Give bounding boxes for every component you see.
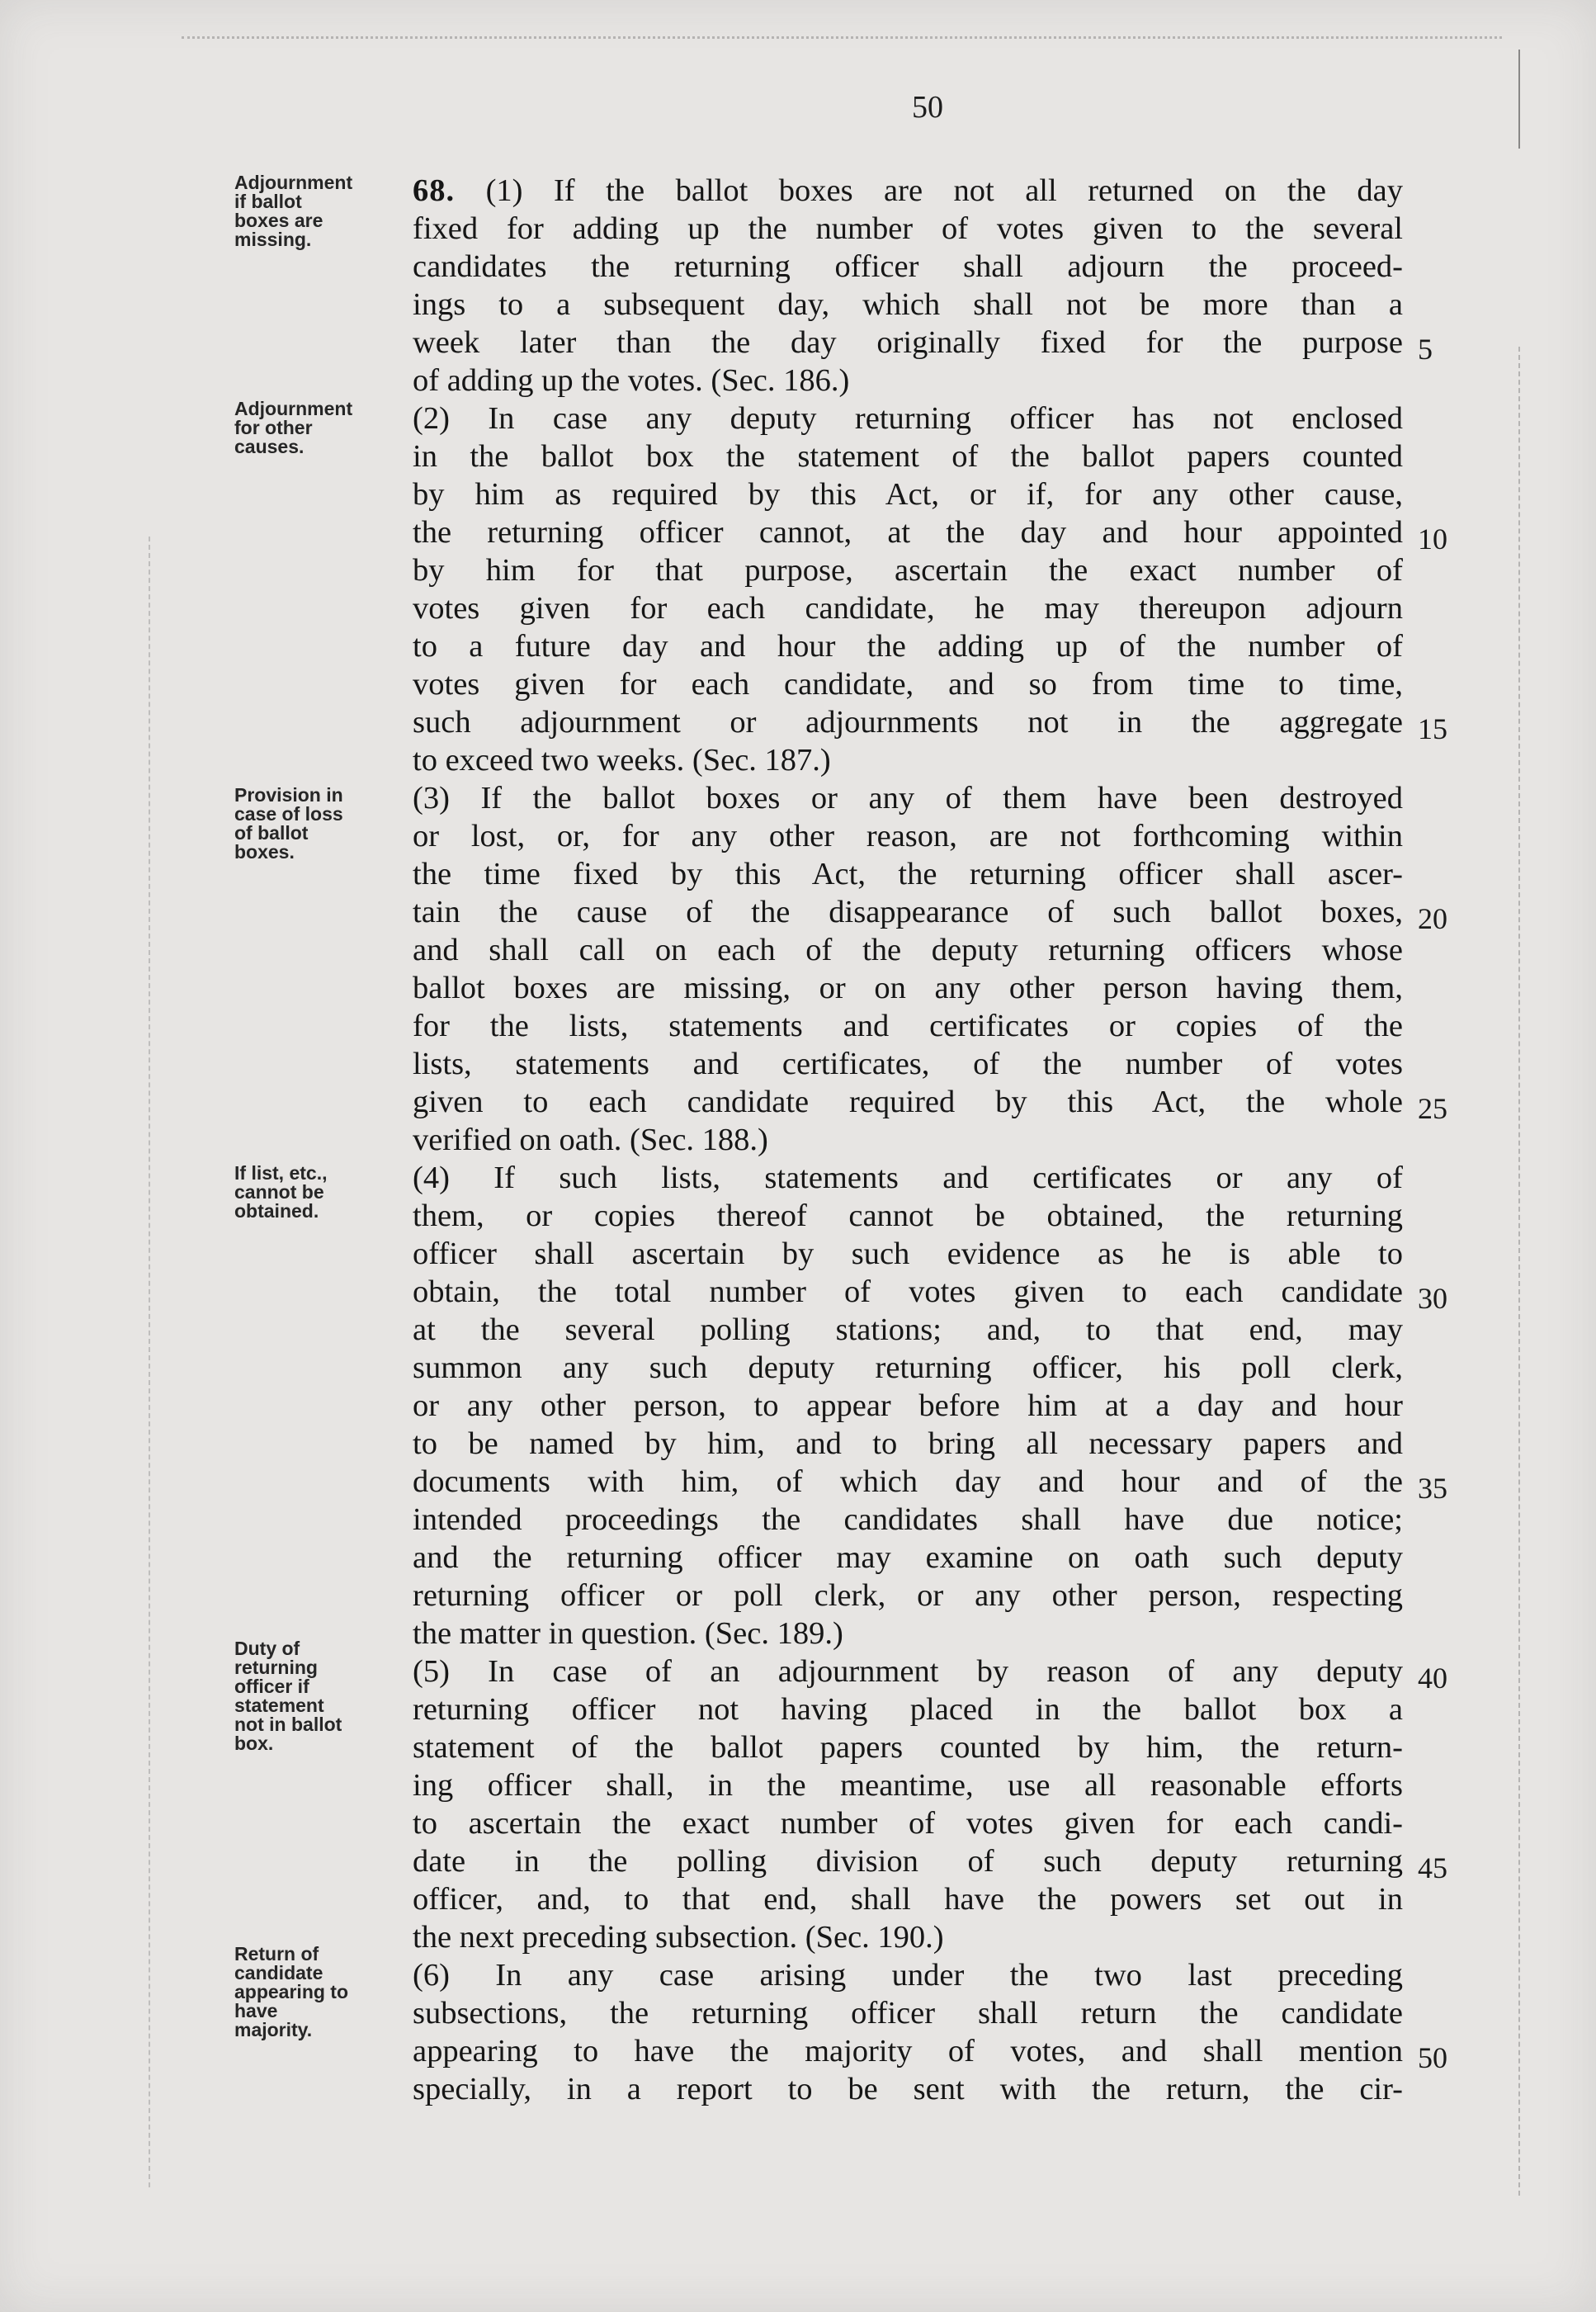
text-line [413, 1083, 1403, 1121]
text-line [413, 324, 1403, 362]
text-line [413, 1463, 1403, 1501]
text-line [413, 1425, 1403, 1463]
text-line [413, 1690, 1403, 1728]
text-line-segment: of adding up the votes. (Sec. 186.) [413, 363, 850, 398]
text-line-segment: (6) In any case arising under the two last preceding [413, 1958, 1403, 1993]
text-line-segment: in the ballot box the statement of the ballot papers counted [413, 439, 1403, 474]
text-line-segment: specially, in a report to be sent with the return, the cir- [413, 2072, 1403, 2106]
text-line-segment: given to each candidate required by this Act, the whole [413, 1085, 1403, 1119]
scan-top-edge [182, 36, 1502, 39]
line-number: 45 [1418, 1851, 1447, 1884]
text-line-segment: to a future day and hour the adding up of the number of [413, 629, 1403, 664]
text-line [413, 855, 1403, 893]
text-line-segment: the next preceding subsection. (Sec. 190.) [413, 1920, 944, 1955]
text-line-segment: by him for that purpose, ascertain the exact number of [413, 553, 1403, 588]
text-line-segment: statement of the ballot papers counted by him, the return- [413, 1730, 1403, 1765]
text-line-segment: ings to a subsequent day, which shall not be more than a [413, 287, 1403, 322]
text-line-segment: such adjournment or adjournments not in the aggregate [413, 705, 1403, 740]
text-line-segment: votes given for each candidate, he may thereupon adjourn [413, 591, 1403, 626]
text-line [413, 741, 1403, 779]
text-line [413, 931, 1403, 969]
text-line [413, 1918, 1403, 1956]
text-line-segment: at the several polling stations; and, to that end, may [413, 1312, 1403, 1347]
margin-note-adjournment-missing: Adjournment if ballot boxes are missing. [234, 172, 353, 250]
margin-note-adjournment-other-causes: Adjournment for other causes. [234, 398, 353, 457]
text-line [413, 817, 1403, 855]
margin-note-provision-loss: Provision in case of loss of ballot boxes. [234, 784, 343, 863]
text-line [413, 1235, 1403, 1273]
margin-note-duty-returning-officer: Duty of returning officer if statement not in ballot box. [234, 1638, 342, 1754]
scan-binding-mark [1518, 50, 1520, 149]
text-line-segment: to ascertain the exact number of votes given for each candi- [413, 1806, 1403, 1841]
text-line-segment: verified on oath. (Sec. 188.) [413, 1123, 768, 1157]
text-line [413, 437, 1403, 475]
text-line-segment: ing officer shall, in the meantime, use all reasonable efforts [413, 1768, 1403, 1803]
text-line-segment: by him as required by this Act, or if, for any other cause, [413, 477, 1403, 512]
text-line [413, 1880, 1403, 1918]
text-line [413, 286, 1403, 324]
line-number: 50 [1418, 2041, 1447, 2074]
text-line [413, 1045, 1403, 1083]
text-line [413, 475, 1403, 513]
line-number: 35 [1418, 1472, 1447, 1505]
text-line [413, 1539, 1403, 1577]
text-line [413, 1804, 1403, 1842]
line-number: 40 [1418, 1662, 1447, 1695]
text-line-segment: intended proceedings the candidates shall have due notice; [413, 1502, 1403, 1537]
text-line-segment: (5) In case of an adjournment by reason of any deputy [413, 1654, 1403, 1689]
text-line-segment: appearing to have the majority of votes, and shall mention [413, 2034, 1403, 2069]
text-line-segment: (2) In case any deputy returning officer has not enclosed [413, 401, 1403, 436]
text-line-segment: or any other person, to appear before him at a day and hour [413, 1388, 1403, 1423]
section-body [413, 172, 1403, 2108]
text-line [413, 969, 1403, 1007]
text-line [413, 589, 1403, 627]
text-line [413, 893, 1403, 931]
text-line [413, 665, 1403, 703]
text-line [413, 1387, 1403, 1425]
text-line [413, 1577, 1403, 1615]
text-line-segment: candidates the returning officer shall adjourn the proceed- [413, 249, 1403, 284]
text-line-segment: (1) If the ballot boxes are not all returned on the day [455, 173, 1403, 208]
line-number: 30 [1418, 1282, 1447, 1315]
page-number: 50 [912, 90, 943, 125]
text-line-segment: the time fixed by this Act, the returning officer shall ascer- [413, 857, 1403, 891]
text-line [413, 1349, 1403, 1387]
section-number: 68. [413, 173, 456, 208]
text-line [413, 1197, 1403, 1235]
text-line-segment: (4) If such lists, statements and certificates or any of [413, 1161, 1403, 1195]
text-line-segment: them, or copies thereof cannot be obtained, the returning [413, 1199, 1403, 1233]
text-line [413, 627, 1403, 665]
margin-note-return-of-candidate: Return of candidate appearing to have majority. [234, 1943, 349, 2040]
line-number: 20 [1418, 902, 1447, 935]
text-line-segment: the returning officer cannot, at the day and hour appointed [413, 515, 1403, 550]
text-line-segment: summon any such deputy returning officer, his poll clerk, [413, 1350, 1403, 1385]
text-line [413, 1501, 1403, 1539]
text-line [413, 1121, 1403, 1159]
line-number: 10 [1418, 522, 1447, 556]
text-line [413, 1311, 1403, 1349]
text-line [413, 248, 1403, 286]
text-line-segment: to be named by him, and to bring all necessary papers and [413, 1426, 1403, 1461]
margin-note-list-not-obtained: If list, etc., cannot be obtained. [234, 1162, 328, 1222]
text-line [413, 1766, 1403, 1804]
text-line-segment: returning officer or poll clerk, or any other person, respecting [413, 1578, 1403, 1613]
text-line [413, 1007, 1403, 1045]
text-line-segment: votes given for each candidate, and so from time to time, [413, 667, 1403, 702]
scan-right-edge [1518, 347, 1520, 2196]
text-line-segment: to exceed two weeks. (Sec. 187.) [413, 743, 831, 778]
text-line [413, 513, 1403, 551]
text-line [413, 210, 1403, 248]
text-line [413, 1652, 1403, 1690]
text-line-segment: the matter in question. (Sec. 189.) [413, 1616, 843, 1651]
text-line [413, 1159, 1403, 1197]
text-line-segment: lists, statements and certificates, of the number of votes [413, 1047, 1403, 1081]
text-line [413, 400, 1403, 437]
text-line [413, 362, 1403, 400]
text-line [413, 172, 1403, 210]
text-line-segment: subsections, the returning officer shall return the candidate [413, 1996, 1403, 2031]
text-line [413, 1994, 1403, 2032]
text-line [413, 1956, 1403, 1994]
text-line [413, 779, 1403, 817]
text-line-segment: documents with him, of which day and hour and of the [413, 1464, 1403, 1499]
scan-left-edge [149, 537, 150, 2187]
text-line-segment: for the lists, statements and certificates or copies of the [413, 1009, 1403, 1043]
line-number: 5 [1418, 333, 1433, 366]
text-line [413, 1728, 1403, 1766]
text-line-segment: ballot boxes are missing, or on any other person having them, [413, 971, 1403, 1005]
text-line-segment: week later than the day originally fixed for the purpose [413, 325, 1403, 360]
text-line-segment: tain the cause of the disappearance of such ballot boxes, [413, 895, 1403, 929]
text-line [413, 2070, 1403, 2108]
text-line [413, 1842, 1403, 1880]
text-line [413, 703, 1403, 741]
text-line [413, 1615, 1403, 1652]
text-line-segment: returning officer not having placed in the ballot box a [413, 1692, 1403, 1727]
text-line-segment: fixed for adding up the number of votes given to the several [413, 211, 1403, 246]
line-number: 15 [1418, 712, 1447, 745]
text-line-segment: officer shall ascertain by such evidence as he is able to [413, 1236, 1403, 1271]
text-line [413, 2032, 1403, 2070]
line-number: 25 [1418, 1092, 1447, 1125]
text-line-segment: and the returning officer may examine on oath such deputy [413, 1540, 1403, 1575]
text-line-segment: and shall call on each of the deputy returning officers whose [413, 933, 1403, 967]
text-line-segment: obtain, the total number of votes given to each candidate [413, 1274, 1403, 1309]
text-line-segment: officer, and, to that end, shall have the powers set out in [413, 1882, 1403, 1917]
text-line-segment: (3) If the ballot boxes or any of them have been destroyed [413, 781, 1403, 816]
text-line [413, 1273, 1403, 1311]
text-line [413, 551, 1403, 589]
text-line-segment: date in the polling division of such deputy returning [413, 1844, 1403, 1879]
text-line-segment: or lost, or, for any other reason, are not forthcoming within [413, 819, 1403, 853]
